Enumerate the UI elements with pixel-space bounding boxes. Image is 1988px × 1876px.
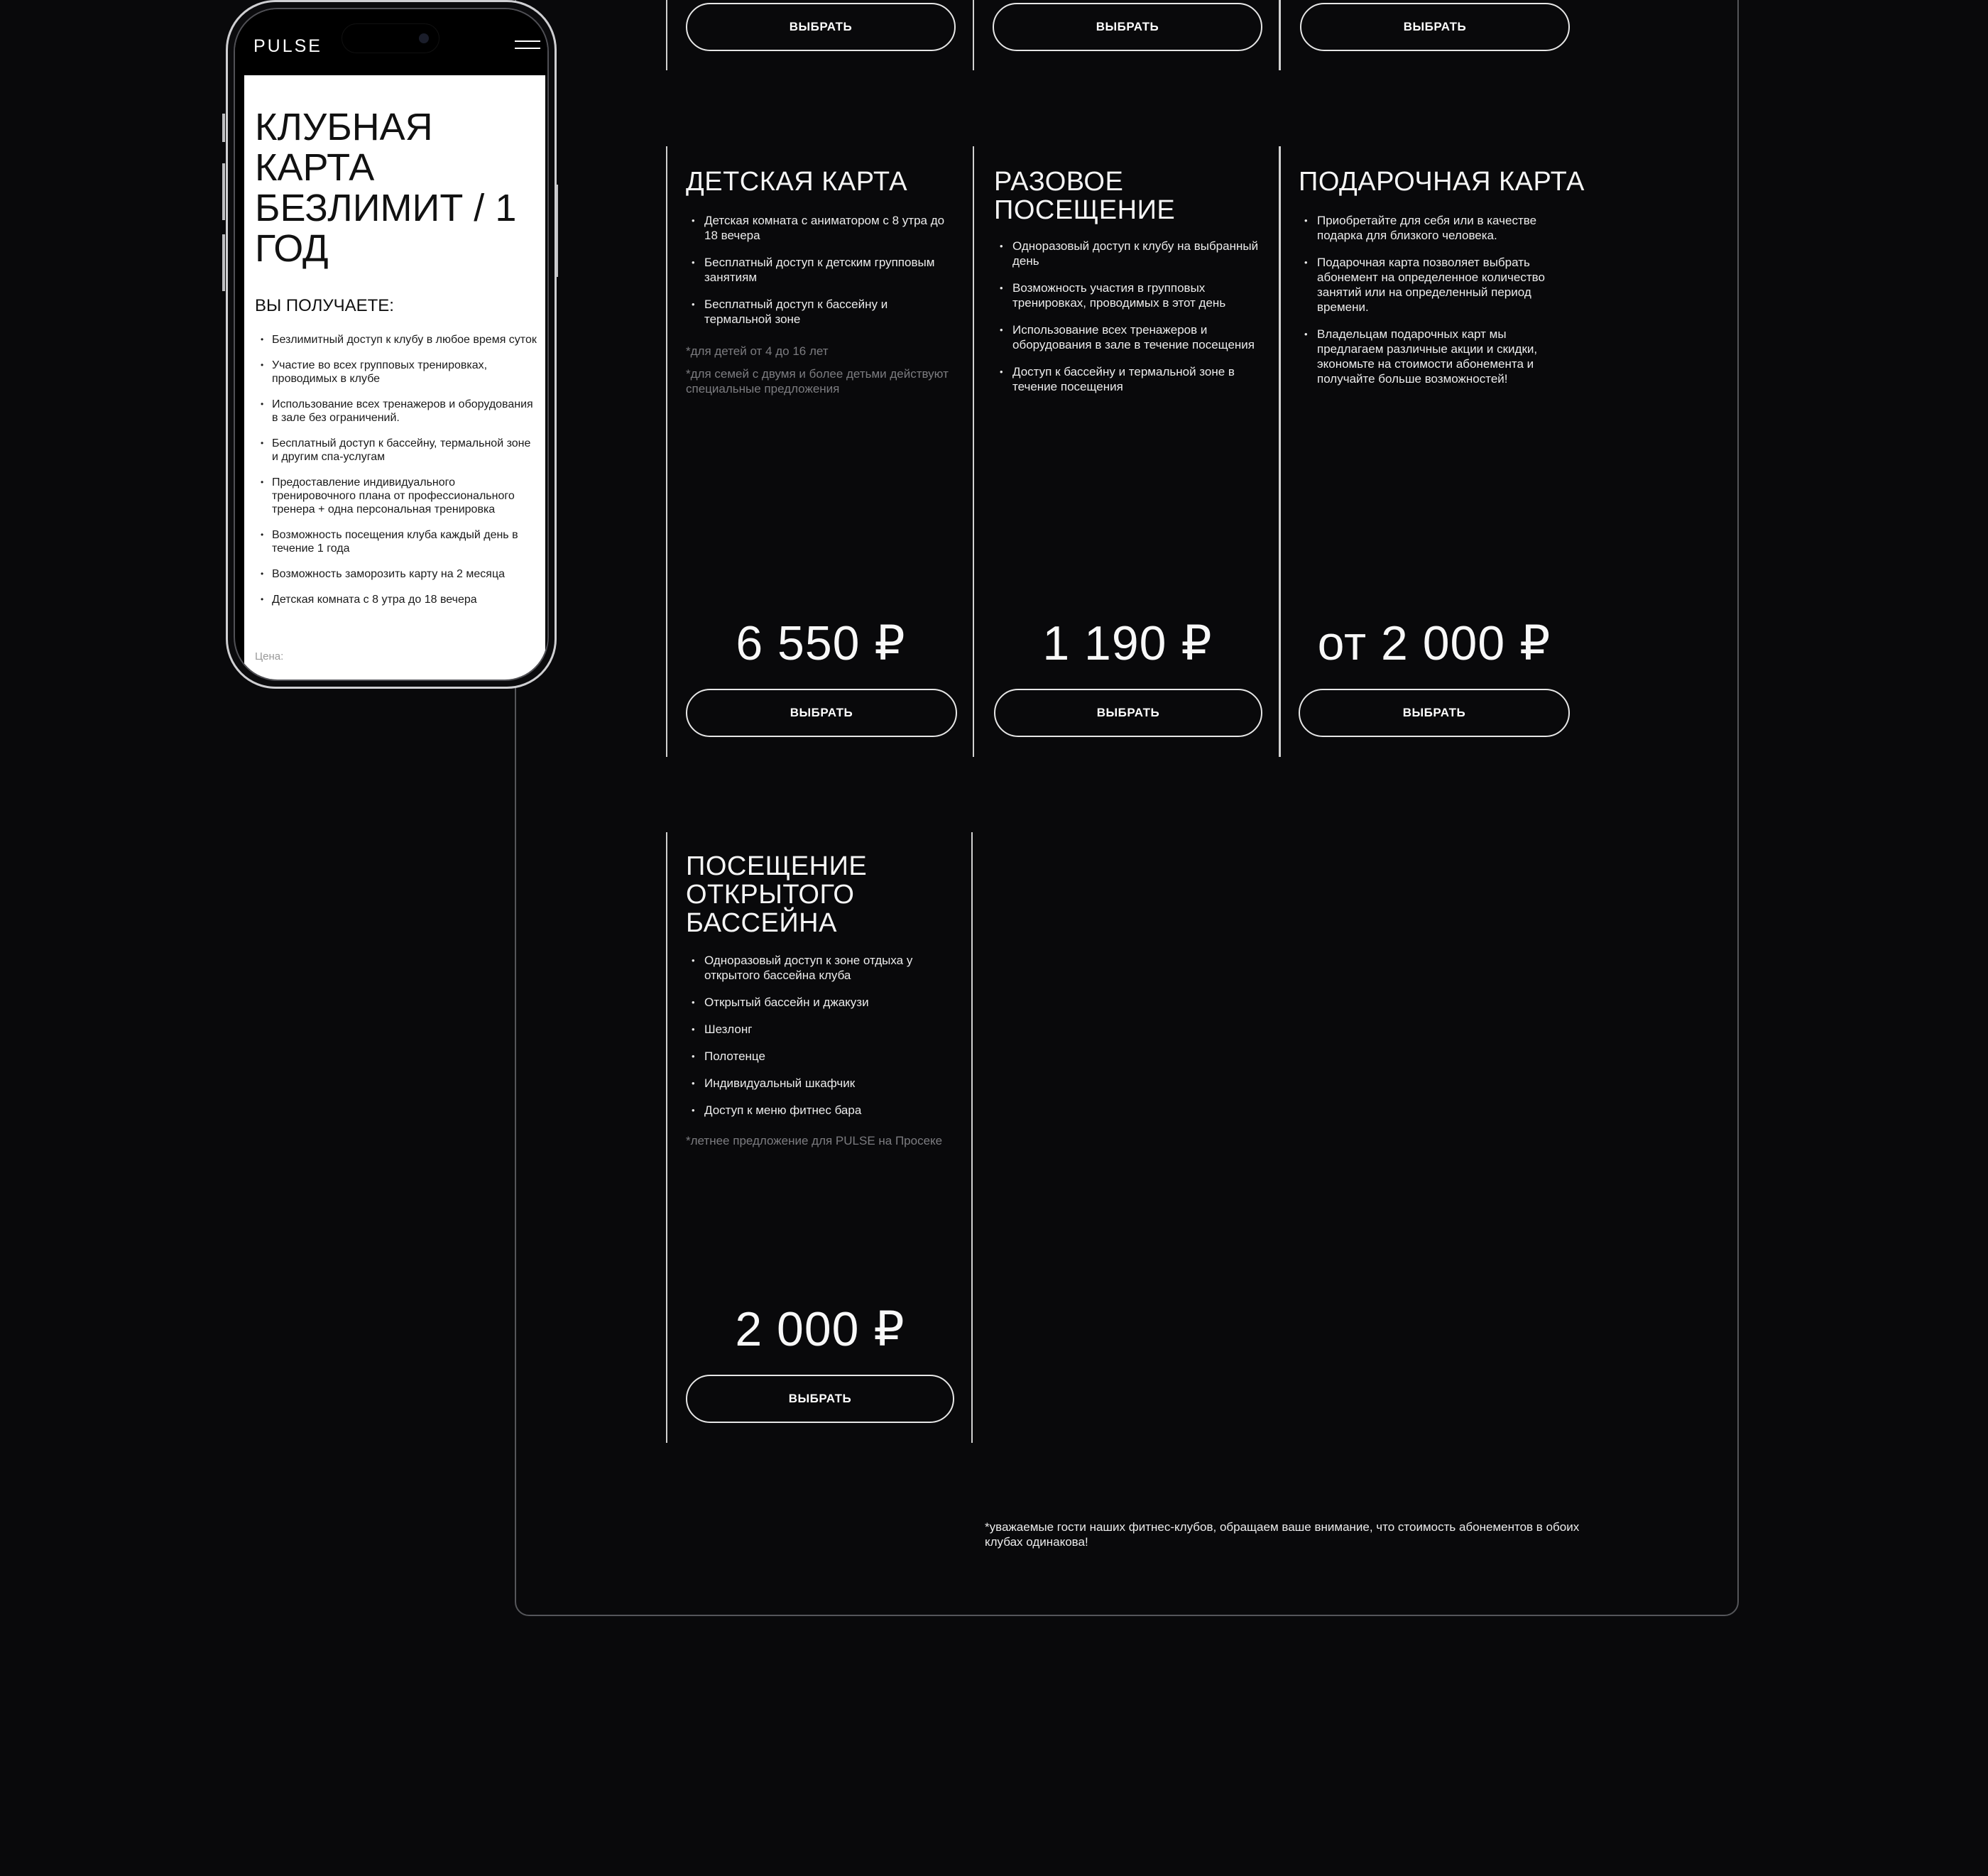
price-label: Цена: [255,650,284,662]
pricing-card-top-1 [666,0,974,70]
feature-item: • Возможность участия в групповых тренировках, проводимых в этот день [994,280,1265,310]
feature-item: • Открытый бассейн и джакузи [686,995,957,1010]
feature-item: • Использование всех тренажеров и оборудования в зале без ограничений. [255,398,539,425]
feature-item: • Доступ к бассейну и термальной зоне в течение посещения [994,364,1265,394]
brand-logo[interactable]: PULSE [253,36,322,56]
select-button[interactable]: ВЫБРАТЬ [1300,3,1570,51]
feature-item: • Детская комната с 8 утра до 18 вечера [255,593,539,606]
feature-item: • Безлимитный доступ к клубу в любое время суток [255,333,539,347]
pricing-card-top-2 [973,0,1281,70]
card-title: ДЕТСКАЯ КАРТА [686,167,908,197]
select-button[interactable]: ВЫБРАТЬ [686,689,957,737]
phone-header [235,9,547,73]
dynamic-island [342,23,439,53]
card-price: 2 000 ₽ [735,1302,905,1356]
feature-item: • Подарочная карта позволяет выбрать абонемент на определенное количество занятий или на определенный период времени. [1299,255,1570,315]
select-button[interactable]: ВЫБРАТЬ [994,689,1262,737]
select-button[interactable]: ВЫБРАТЬ [993,3,1262,51]
card-title: РАЗОВОЕ ПОСЕЩЕНИЕ [994,167,1176,225]
camera-icon [419,33,429,43]
card-title: ПОСЕЩЕНИЕ ОТКРЫТОГО БАССЕЙНА [686,851,868,938]
select-button[interactable]: ВЫБРАТЬ [1299,689,1570,737]
disclaimer-text: *уважаемые гости наших фитнес-клубов, обращаем ваше внимание, что стоимость абонементов в обоих клубах одинакова! [985,1520,1580,1549]
feature-item: • Участие во всех групповых тренировках, проводимых в клубе [255,359,539,386]
feature-item: • Шезлонг [686,1022,957,1037]
feature-item: • Доступ к меню фитнес бара [686,1103,957,1118]
feature-item: • Бесплатный доступ к бассейну и термальной зоне [686,297,957,327]
feature-list [686,953,957,1130]
section-subtitle: ВЫ ПОЛУЧАЕТЕ: [255,296,394,315]
phone-screen-content [244,75,545,680]
card-price: от 2 000 ₽ [1317,616,1551,670]
feature-item: • Детская комната с аниматором с 8 утра до 18 вечера [686,213,957,243]
feature-item: • Одноразовый доступ к зоне отдыха у открытого бассейна клуба [686,953,957,983]
phone-side-button [222,163,225,220]
feature-list [994,239,1265,406]
feature-item: • Предоставление индивидуального тренировочного плана от профессионального тренера + одна персональная тренировка [255,476,539,516]
feature-item: • Возможность заморозить карту на 2 месяца [255,567,539,581]
card-note: *для семей с двумя и более детьми действуют специальные предложения [686,367,949,396]
feature-item: • Бесплатный доступ к детским групповым занятиям [686,255,957,285]
pricing-card-gift [1279,146,1587,757]
page-title: КЛУБНАЯ КАРТА БЕЗЛИМИТ / 1 ГОД [255,106,517,270]
pricing-card-open-pool [666,832,973,1443]
feature-list [1299,213,1570,398]
phone-side-button [222,234,225,291]
card-price: 6 550 ₽ [736,616,906,670]
feature-list [686,213,957,339]
card-title: ПОДАРОЧНАЯ КАРТА [1299,167,1585,197]
select-button[interactable]: ВЫБРАТЬ [686,1375,954,1423]
card-note: *летнее предложение для PULSE на Просеке [686,1134,943,1147]
feature-item: • Полотенце [686,1049,957,1064]
phone-mockup [226,0,557,689]
feature-item: • Использование всех тренажеров и оборудования в зале в течение посещения [994,322,1265,352]
phone-side-button [222,114,225,142]
pricing-card-top-3 [1279,0,1587,70]
feature-item: • Бесплатный доступ к бассейну, термальной зоне и другим спа-услугам [255,437,539,464]
card-price: 1 190 ₽ [1042,616,1213,670]
hamburger-menu-icon[interactable] [515,40,540,52]
feature-item: • Индивидуальный шкафчик [686,1076,957,1091]
feature-item: • Владельцам подарочных карт мы предлагаем различные акции и скидки, экономьте на стоимости абонемента и получайте больше возможностей! [1299,327,1570,386]
pricing-card-kids [666,146,974,757]
feature-item: • Приобретайте для себя или в качестве подарка для близкого человека. [1299,213,1570,243]
feature-item: • Одноразовый доступ к клубу на выбранный день [994,239,1265,268]
select-button[interactable]: ВЫБРАТЬ [686,3,956,51]
card-note: *для детей от 4 до 16 лет [686,344,829,358]
feature-list [255,333,539,618]
phone-display [234,8,549,681]
feature-item: • Возможность посещения клуба каждый день в течение 1 года [255,528,539,555]
pricing-card-single-visit [973,146,1281,757]
